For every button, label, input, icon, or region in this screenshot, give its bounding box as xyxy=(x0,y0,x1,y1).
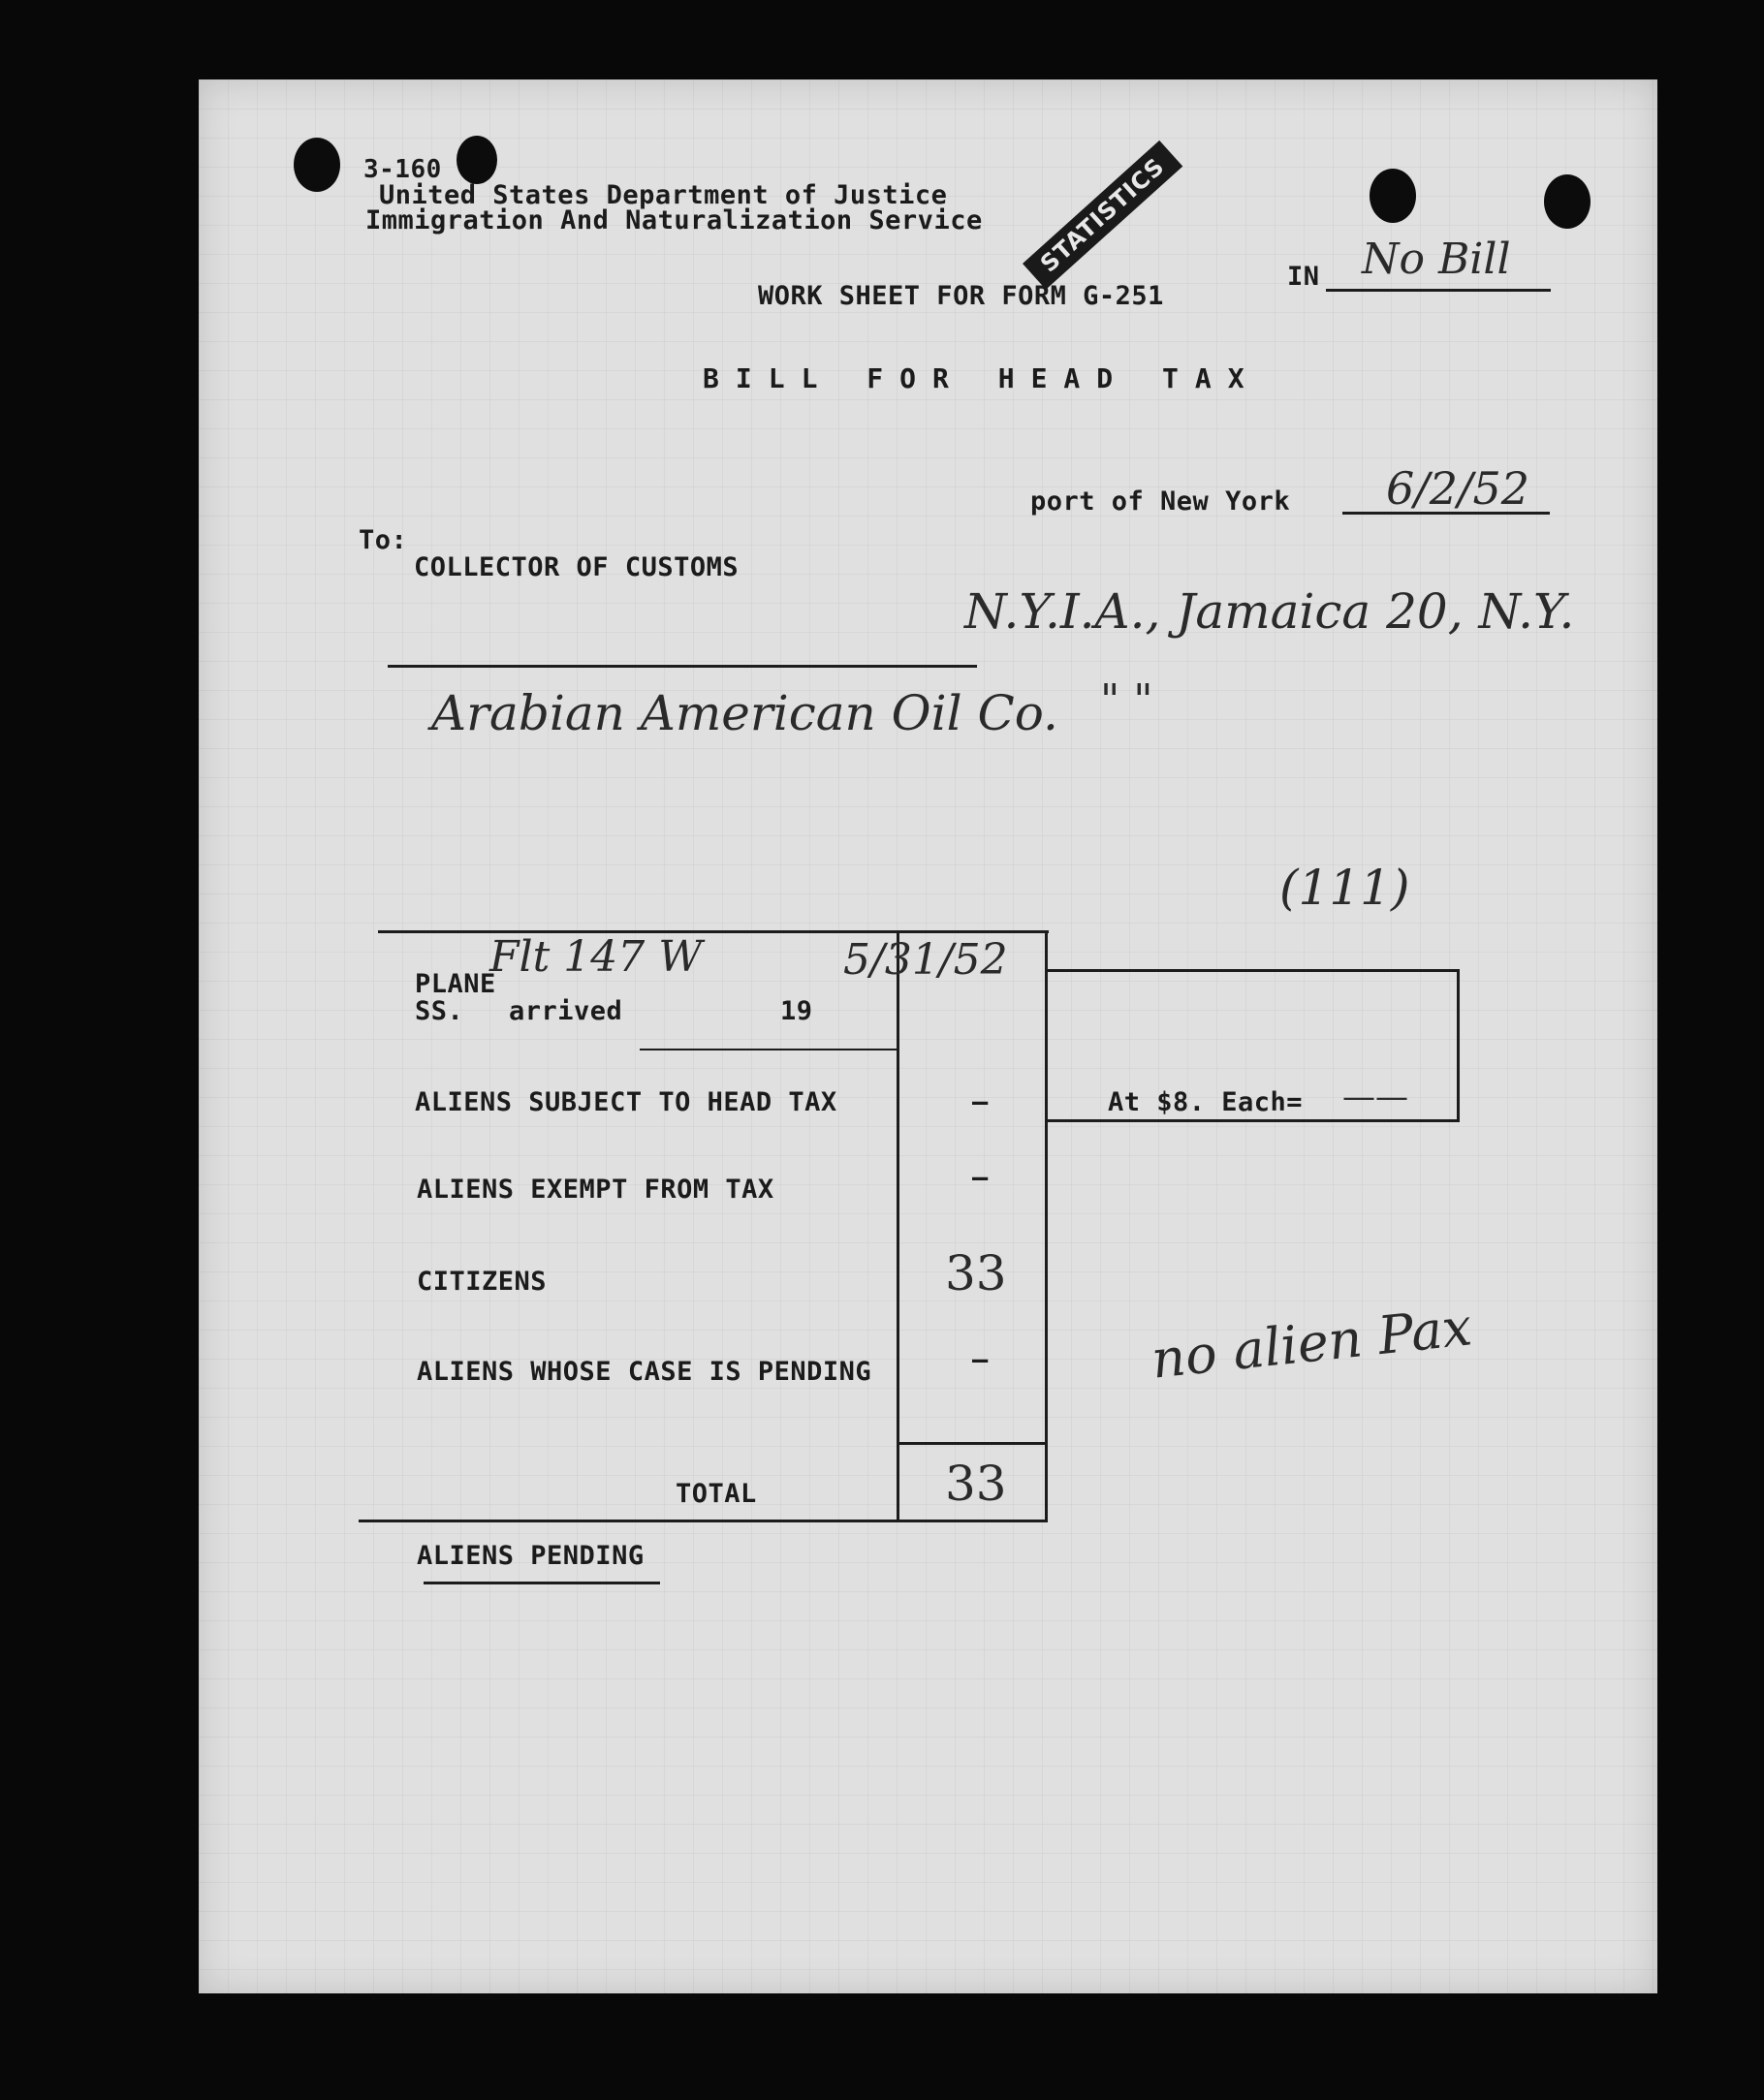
row-value-subject: — xyxy=(972,1087,989,1117)
ditto-marks: " " xyxy=(1100,675,1153,725)
rate-label: At $8. Each= xyxy=(1108,1087,1304,1117)
handwritten-note: no alien Pax xyxy=(1149,1296,1475,1391)
agency-line-1: United States Department of Justice xyxy=(379,180,948,210)
row-value-pending: — xyxy=(972,1345,989,1375)
plane-label: PLANE xyxy=(415,969,496,999)
punch-hole-left-icon xyxy=(294,138,340,192)
port-label: port of New York xyxy=(1030,486,1291,517)
port-date: 6/2/52 xyxy=(1386,462,1530,515)
address-underline xyxy=(388,665,977,668)
row-value-citizens: 33 xyxy=(945,1245,1007,1301)
bill-title: BILL FOR HEAD TAX xyxy=(703,362,1261,394)
in-value: No Bill xyxy=(1362,235,1511,284)
rate-value: —— xyxy=(1342,1078,1408,1116)
ss-label: SS. xyxy=(415,996,464,1026)
form-number: 3-160 xyxy=(363,155,442,184)
reference-number: (111) xyxy=(1279,860,1410,916)
row-label-citizens: CITIZENS xyxy=(417,1267,548,1297)
year-prefix: 19 xyxy=(780,996,813,1026)
total-value: 33 xyxy=(945,1456,1007,1512)
rate-box-right xyxy=(1457,969,1460,1122)
arrived-label: arrived xyxy=(509,996,623,1026)
form-sheet xyxy=(199,79,1657,1993)
row-label-subject: ALIENS SUBJECT TO HEAD TAX xyxy=(415,1087,837,1117)
company-name: Arabian American Oil Co. xyxy=(431,685,1058,741)
flight-number: Flt 147 W xyxy=(489,932,703,982)
flight-date: 5/31/52 xyxy=(843,935,1008,985)
statistics-stamp: STATISTICS xyxy=(1023,141,1182,290)
punch-hole-right2-icon xyxy=(1544,174,1591,229)
in-underline xyxy=(1326,289,1551,292)
table-value-col-right xyxy=(1045,930,1048,1521)
to-label: To: xyxy=(359,525,408,555)
row-value-exempt: — xyxy=(972,1163,989,1193)
collector-label: COLLECTOR OF CUSTOMS xyxy=(414,552,740,582)
address-location: N.Y.I.A., Jamaica 20, N.Y. xyxy=(964,583,1575,640)
row-label-pending: ALIENS WHOSE CASE IS PENDING xyxy=(417,1357,872,1387)
agency-line-2: Immigration And Naturalization Service xyxy=(365,205,983,235)
punch-hole-left2-icon xyxy=(457,136,497,184)
total-label: TOTAL xyxy=(676,1479,757,1509)
aliens-pending-label: ALIENS PENDING xyxy=(417,1541,645,1571)
worksheet-title: WORK SHEET FOR FORM G-251 xyxy=(758,281,1164,311)
table-arrived-underline xyxy=(640,1049,897,1050)
table-value-col-left xyxy=(897,930,899,1521)
rate-box-bottom xyxy=(1048,1119,1460,1122)
table-total-divider xyxy=(897,1442,1048,1445)
punch-hole-right-icon xyxy=(1370,169,1416,223)
row-label-exempt: ALIENS EXEMPT FROM TAX xyxy=(417,1175,774,1205)
table-top-border xyxy=(378,930,1049,933)
aliens-pending-underline xyxy=(424,1582,660,1584)
rate-box-top xyxy=(1048,969,1460,972)
table-bottom-border xyxy=(359,1520,1048,1522)
in-label: IN xyxy=(1287,262,1320,292)
